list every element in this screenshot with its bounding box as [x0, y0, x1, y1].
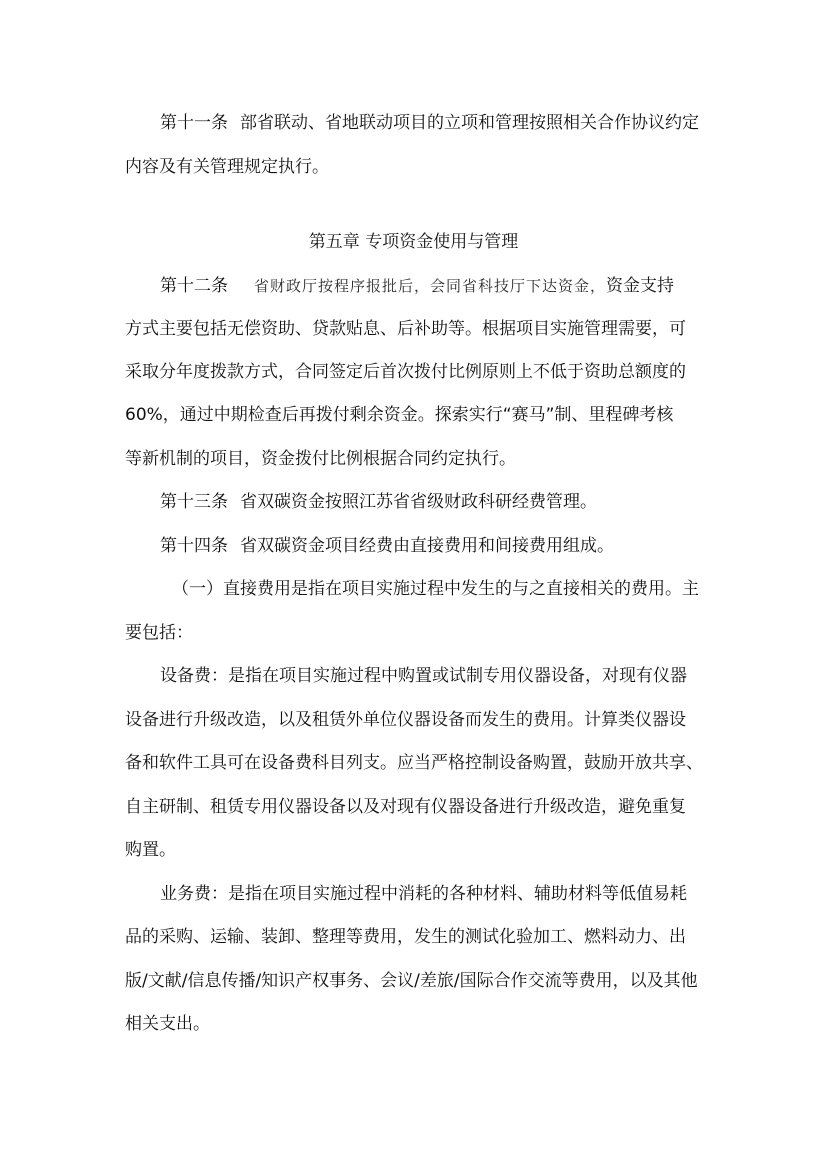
business-line-4: 相关支出。	[125, 1014, 210, 1034]
article-13-label: 第十三条	[160, 492, 228, 512]
equipment-line-2: 设备进行升级改造，以及租赁外单位仪器设备而发生的费用。计算类仪器设	[125, 710, 686, 730]
article-12-label: 第十二条	[160, 276, 228, 296]
article-14-label: 第十四条	[160, 536, 228, 556]
article-12-text-1: 资金支持	[606, 276, 675, 296]
article-11-label: 第十一条	[160, 113, 228, 133]
article-14	[160, 535, 705, 557]
article-13	[160, 491, 705, 513]
article-14-text: 省双碳资金项目经费由直接费用和间接费用组成。	[240, 536, 614, 556]
article-11-text-1: 部省联动、省地联动项目的立项和管理按照相关合作协议约定	[240, 113, 699, 133]
business-line-2: 品的采购、运输、装卸、整理等费用，发生的测试化验加工、燃料动力、出	[125, 927, 686, 947]
item-1-line-2: 要包括：	[125, 623, 193, 643]
equipment-line-4: 自主研制、租赁专用仪器设备以及对现有仪器设备进行升级改造，避免重复	[125, 797, 686, 817]
article-12-line-5: 等新机制的项目，资金拨付比例根据合同约定执行。	[125, 449, 516, 469]
business-line-3: 版/文献/信息传播/知识产权事务、会议/差旅/国际合作交流等费用，以及其他	[125, 971, 698, 991]
chapter-title: 第五章 专项资金使用与管理	[308, 232, 519, 252]
article-12-line-1	[160, 275, 705, 297]
equipment-line-5: 购置。	[125, 840, 176, 860]
business-line-1: 业务费：是指在项目实施过程中消耗的各种材料、辅助材料等低值易耗	[160, 884, 687, 904]
article-12-serif-text: 省财政厅按程序报批后，会同省科技厅下达资金，	[254, 277, 607, 295]
article-11-line-2: 内容及有关管理规定执行。	[125, 157, 329, 177]
equipment-line-3: 备和软件工具可在设备费科目列支。应当严格控制设备购置，鼓励开放共享、	[125, 753, 703, 773]
equipment-line-1: 设备费：是指在项目实施过程中购置或试制专用仪器设备，对现有仪器	[160, 666, 687, 686]
item-1-line-1: （一）直接费用是指在项目实施过程中发生的与之直接相关的费用。主	[172, 579, 699, 599]
article-12-line-2: 方式主要包括无偿资助、贷款贴息、后补助等。根据项目实施管理需要，可	[125, 319, 686, 339]
article-12-line-4: 60%，通过中期检查后再拨付剩余资金。探索实行“赛马”制、里程碑考核	[125, 405, 674, 425]
article-13-text: 省双碳资金按照江苏省省级财政科研经费管理。	[240, 492, 597, 512]
article-12-line-3: 采取分年度拨款方式，合同签定后首次拨付比例原则上不低于资助总额度的	[125, 362, 686, 382]
article-11-line-1	[160, 112, 705, 134]
